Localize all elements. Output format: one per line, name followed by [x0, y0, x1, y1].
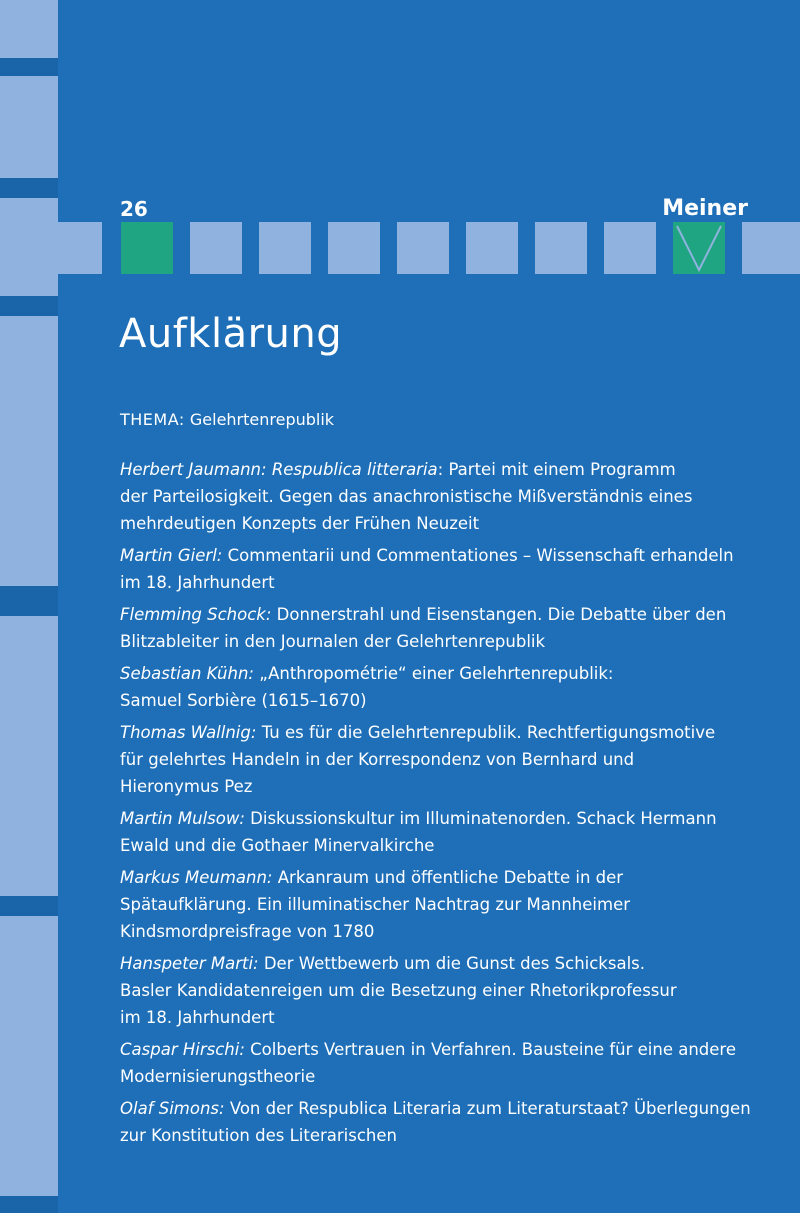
spine-block: [0, 316, 58, 586]
spine-block: [0, 616, 58, 896]
entry-author: Herbert Jaumann:: [120, 460, 267, 479]
entry-author: Thomas Wallnig:: [120, 723, 257, 742]
entry-line: mehrdeutigen Konzepts der Frühen Neuzeit: [120, 514, 480, 533]
decor-square: [604, 222, 656, 274]
decor-square: [259, 222, 311, 274]
entry-line: im 18. Jahrhundert: [120, 573, 275, 592]
theme-line: [120, 410, 334, 429]
entry-line: Modernisierungstheorie: [120, 1067, 316, 1086]
entry-text: Tu es für die Gelehrtenrepublik. Rechtfertigungsmotive: [261, 723, 716, 742]
entry-line: Spätaufklärung. Ein illuminatischer Nachtrag zur Mannheimer: [120, 895, 631, 914]
decor-square-accent: [121, 222, 173, 274]
entry-line: Blitzableiter in den Journalen der Gelehrtenrepublik: [120, 632, 546, 651]
entry-author: Caspar Hirschi:: [120, 1040, 245, 1059]
toc-entry: [120, 719, 770, 800]
publisher-name: Meiner: [662, 196, 748, 221]
entry-italic-title: Respublica litteraria: [271, 460, 438, 479]
entry-author: Martin Gierl:: [120, 546, 223, 565]
toc-entry: [120, 1036, 770, 1090]
entry-line: Samuel Sorbière (1615–1670): [120, 691, 367, 710]
entry-author: Sebastian Kühn:: [120, 664, 254, 683]
entry-text: Von der Respublica Literaria zum Literaturstaat? Überlegungen: [229, 1099, 751, 1118]
entry-line: zur Konstitution des Literarischen: [120, 1126, 397, 1145]
toc-entry: [120, 950, 770, 1031]
entry-author: Olaf Simons:: [120, 1099, 225, 1118]
toc-entry: [120, 601, 770, 655]
toc-entry: [120, 864, 770, 945]
entry-text: Donnerstrahl und Eisenstangen. Die Debatte über den: [276, 605, 727, 624]
decor-square: [50, 222, 102, 274]
toc-entry: [120, 660, 770, 714]
decor-square: [535, 222, 587, 274]
entry-author: Flemming Schock:: [120, 605, 272, 624]
publisher-logo-icon: [673, 222, 725, 274]
decor-square: [742, 222, 800, 274]
toc-entry: [120, 542, 770, 596]
toc-entry: [120, 456, 770, 537]
entry-text: Diskussionskultur im Illuminatenorden. Schack Hermann: [250, 809, 717, 828]
toc-entry: [120, 805, 770, 859]
theme-value: Gelehrtenrepublik: [189, 410, 335, 429]
journal-title: Aufklärung: [119, 311, 343, 357]
entry-author: Hanspeter Marti:: [120, 954, 259, 973]
entry-text: „Anthropométrie“ einer Gelehrtenrepublik:: [259, 664, 614, 683]
entry-text: Der Wettbewerb um die Gunst des Schicksals.: [263, 954, 645, 973]
entry-line: für gelehrtes Handeln in der Korrespondenz von Bernhard und: [120, 750, 635, 769]
entry-author: Martin Mulsow:: [120, 809, 245, 828]
spine-block: [0, 0, 58, 58]
entry-line: Ewald und die Gothaer Minervalkirche: [120, 836, 435, 855]
entry-text: Commentarii und Commentationes – Wissenschaft erhandeln: [227, 546, 734, 565]
entry-text: Arkanraum und öffentliche Debatte in der: [277, 868, 624, 887]
spine-block: [0, 76, 58, 178]
entry-line: Hieronymus Pez: [120, 777, 253, 796]
spine-block: [0, 916, 58, 1196]
entry-line: Basler Kandidatenreigen um die Besetzung einer Rhetorikprofessur: [120, 981, 677, 1000]
table-of-contents: [120, 456, 770, 1154]
entry-line: Kindsmordpreisfrage von 1780: [120, 922, 375, 941]
theme-label: THEMA:: [120, 410, 185, 429]
toc-entry: [120, 1095, 770, 1149]
issue-number: 26: [120, 197, 148, 221]
decor-square: [190, 222, 242, 274]
decor-square: [328, 222, 380, 274]
entry-text: Colberts Vertrauen in Verfahren. Bausteine für eine andere: [250, 1040, 736, 1059]
entry-line: der Parteilosigkeit. Gegen das anachronistische Mißverständnis eines: [120, 487, 693, 506]
entry-line: im 18. Jahrhundert: [120, 1008, 275, 1027]
decor-square: [397, 222, 449, 274]
decor-square: [466, 222, 518, 274]
spine-strip: [0, 0, 58, 1213]
entry-text: : Partei mit einem Programm: [437, 460, 676, 479]
entry-author: Markus Meumann:: [120, 868, 273, 887]
decorative-square-row: [0, 222, 800, 274]
